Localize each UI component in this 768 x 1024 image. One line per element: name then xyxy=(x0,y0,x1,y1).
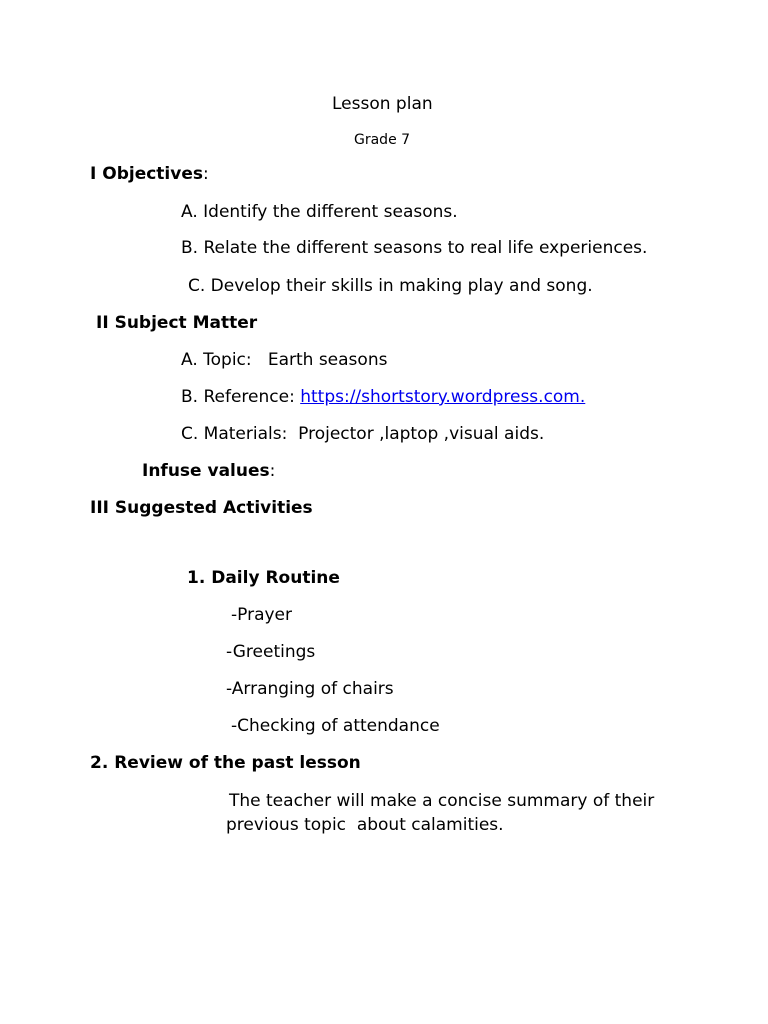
routine-item: -Prayer xyxy=(231,605,293,625)
subject-matter-heading: II Subject Matter xyxy=(96,313,258,333)
infuse-values-heading xyxy=(142,461,275,481)
reference-link[interactable]: https://shortstory.wordpress.com. xyxy=(300,387,586,407)
objectives-heading-colon: : xyxy=(202,164,209,184)
infuse-values-colon: : xyxy=(269,461,276,481)
document-title: Lesson plan xyxy=(332,94,433,114)
objective-item: B. Relate the different seasons to real life experiences. xyxy=(181,238,648,258)
routine-item: -Greetings xyxy=(226,642,316,662)
objectives-heading xyxy=(90,164,209,184)
reference-label: B. Reference: xyxy=(181,387,301,407)
review-heading: 2. Review of the past lesson xyxy=(90,753,361,773)
review-text-line1: The teacher will make a concise summary of their xyxy=(229,791,655,811)
infuse-values-heading-text: Infuse values xyxy=(142,461,270,481)
subject-topic: A. Topic: Earth seasons xyxy=(181,350,388,370)
subject-materials: C. Materials: Projector ,laptop ,visual aids. xyxy=(181,424,545,444)
daily-routine-heading: 1. Daily Routine xyxy=(187,568,340,588)
subject-reference xyxy=(181,387,585,407)
routine-item: -Arranging of chairs xyxy=(226,679,394,699)
review-text-line2: previous topic about calamities. xyxy=(226,815,504,835)
objective-item: A. Identify the different seasons. xyxy=(181,202,458,222)
objective-item: C. Develop their skills in making play and song. xyxy=(188,276,593,296)
document-subtitle: Grade 7 xyxy=(354,132,411,148)
suggested-activities-heading: III Suggested Activities xyxy=(90,498,313,518)
routine-item: -Checking of attendance xyxy=(231,716,440,736)
objectives-heading-text: I Objectives xyxy=(90,164,203,184)
